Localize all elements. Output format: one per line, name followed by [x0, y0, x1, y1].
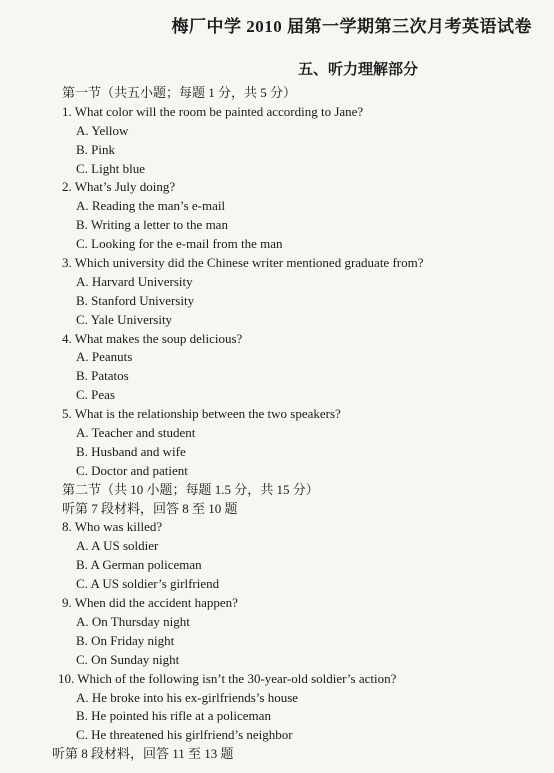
question-10-option-c: C. He threatened his girlfriend’s neighbor	[76, 727, 293, 743]
question-8-option-b: B. A German policeman	[76, 557, 202, 573]
part1-heading: 第一节（共五小题；每题 1 分，共 5 分）	[62, 85, 297, 100]
exam-content	[52, 84, 544, 764]
question-9: 9. When did the accident happen?	[62, 595, 238, 611]
question-5-option-b: B. Husband and wife	[76, 443, 186, 459]
part2-heading: 第二节（共 10 小题；每题 1.5 分，共 15 分）	[62, 481, 319, 497]
question-3-option-a: A. Harvard University	[76, 273, 193, 289]
question-2-option-a: A. Reading the man’s e-mail	[76, 198, 226, 214]
listening-note-1: 听第 7 段材料，回答 8 至 10 题	[62, 500, 238, 516]
question-9-option-b: B. On Friday night	[76, 632, 175, 648]
question-4-option-a: A. Peanuts	[76, 349, 133, 365]
question-3: 3. Which university did the Chinese writer mentioned graduate from?	[62, 255, 424, 271]
question-3-option-c: C. Yale University	[76, 311, 173, 327]
question-10-option-a: A. He broke into his ex-girlfriends’s house	[76, 689, 299, 705]
question-10: 10. Which of the following isn’t the 30-year-old soldier’s action?	[58, 670, 397, 686]
question-5-option-a: A. Teacher and student	[76, 425, 196, 441]
section-title: 五、听力理解部分	[298, 62, 419, 78]
question-5: 5. What is the relationship between the two speakers?	[62, 406, 341, 422]
question-5-option-c: C. Doctor and patient	[76, 462, 188, 478]
question-1-option-b: B. Pink	[76, 141, 116, 157]
question-3-option-b: B. Stanford University	[76, 292, 195, 308]
exam-title: 梅厂中学 2010 届第一学期第三次月考英语试卷	[171, 17, 532, 36]
question-2-option-b: B. Writing a letter to the man	[76, 217, 228, 233]
question-9-option-c: C. On Sunday night	[76, 651, 180, 667]
question-1-option-a: A. Yellow	[76, 122, 129, 138]
question-8: 8. Who was killed?	[62, 519, 163, 535]
question-4-option-b: B. Patatos	[76, 368, 129, 384]
listening-note-2: 听第 8 段材料，回答 11 至 13 题	[52, 746, 234, 762]
question-2-option-c: C. Looking for the e-mail from the man	[76, 236, 283, 252]
question-9-option-a: A. On Thursday night	[76, 613, 190, 629]
question-4-option-c: C. Peas	[76, 387, 115, 403]
question-1: 1. What color will the room be painted according to Jane?	[62, 103, 364, 119]
question-10-option-b: B. He pointed his rifle at a policeman	[76, 708, 271, 724]
question-8-option-a: A. A US soldier	[76, 538, 159, 554]
question-4: 4. What makes the soup delicious?	[62, 330, 243, 346]
question-1-option-c: C. Light blue	[76, 160, 145, 176]
question-8-option-c: C. A US soldier’s girlfriend	[76, 576, 220, 592]
question-2: 2. What’s July doing?	[62, 179, 176, 195]
